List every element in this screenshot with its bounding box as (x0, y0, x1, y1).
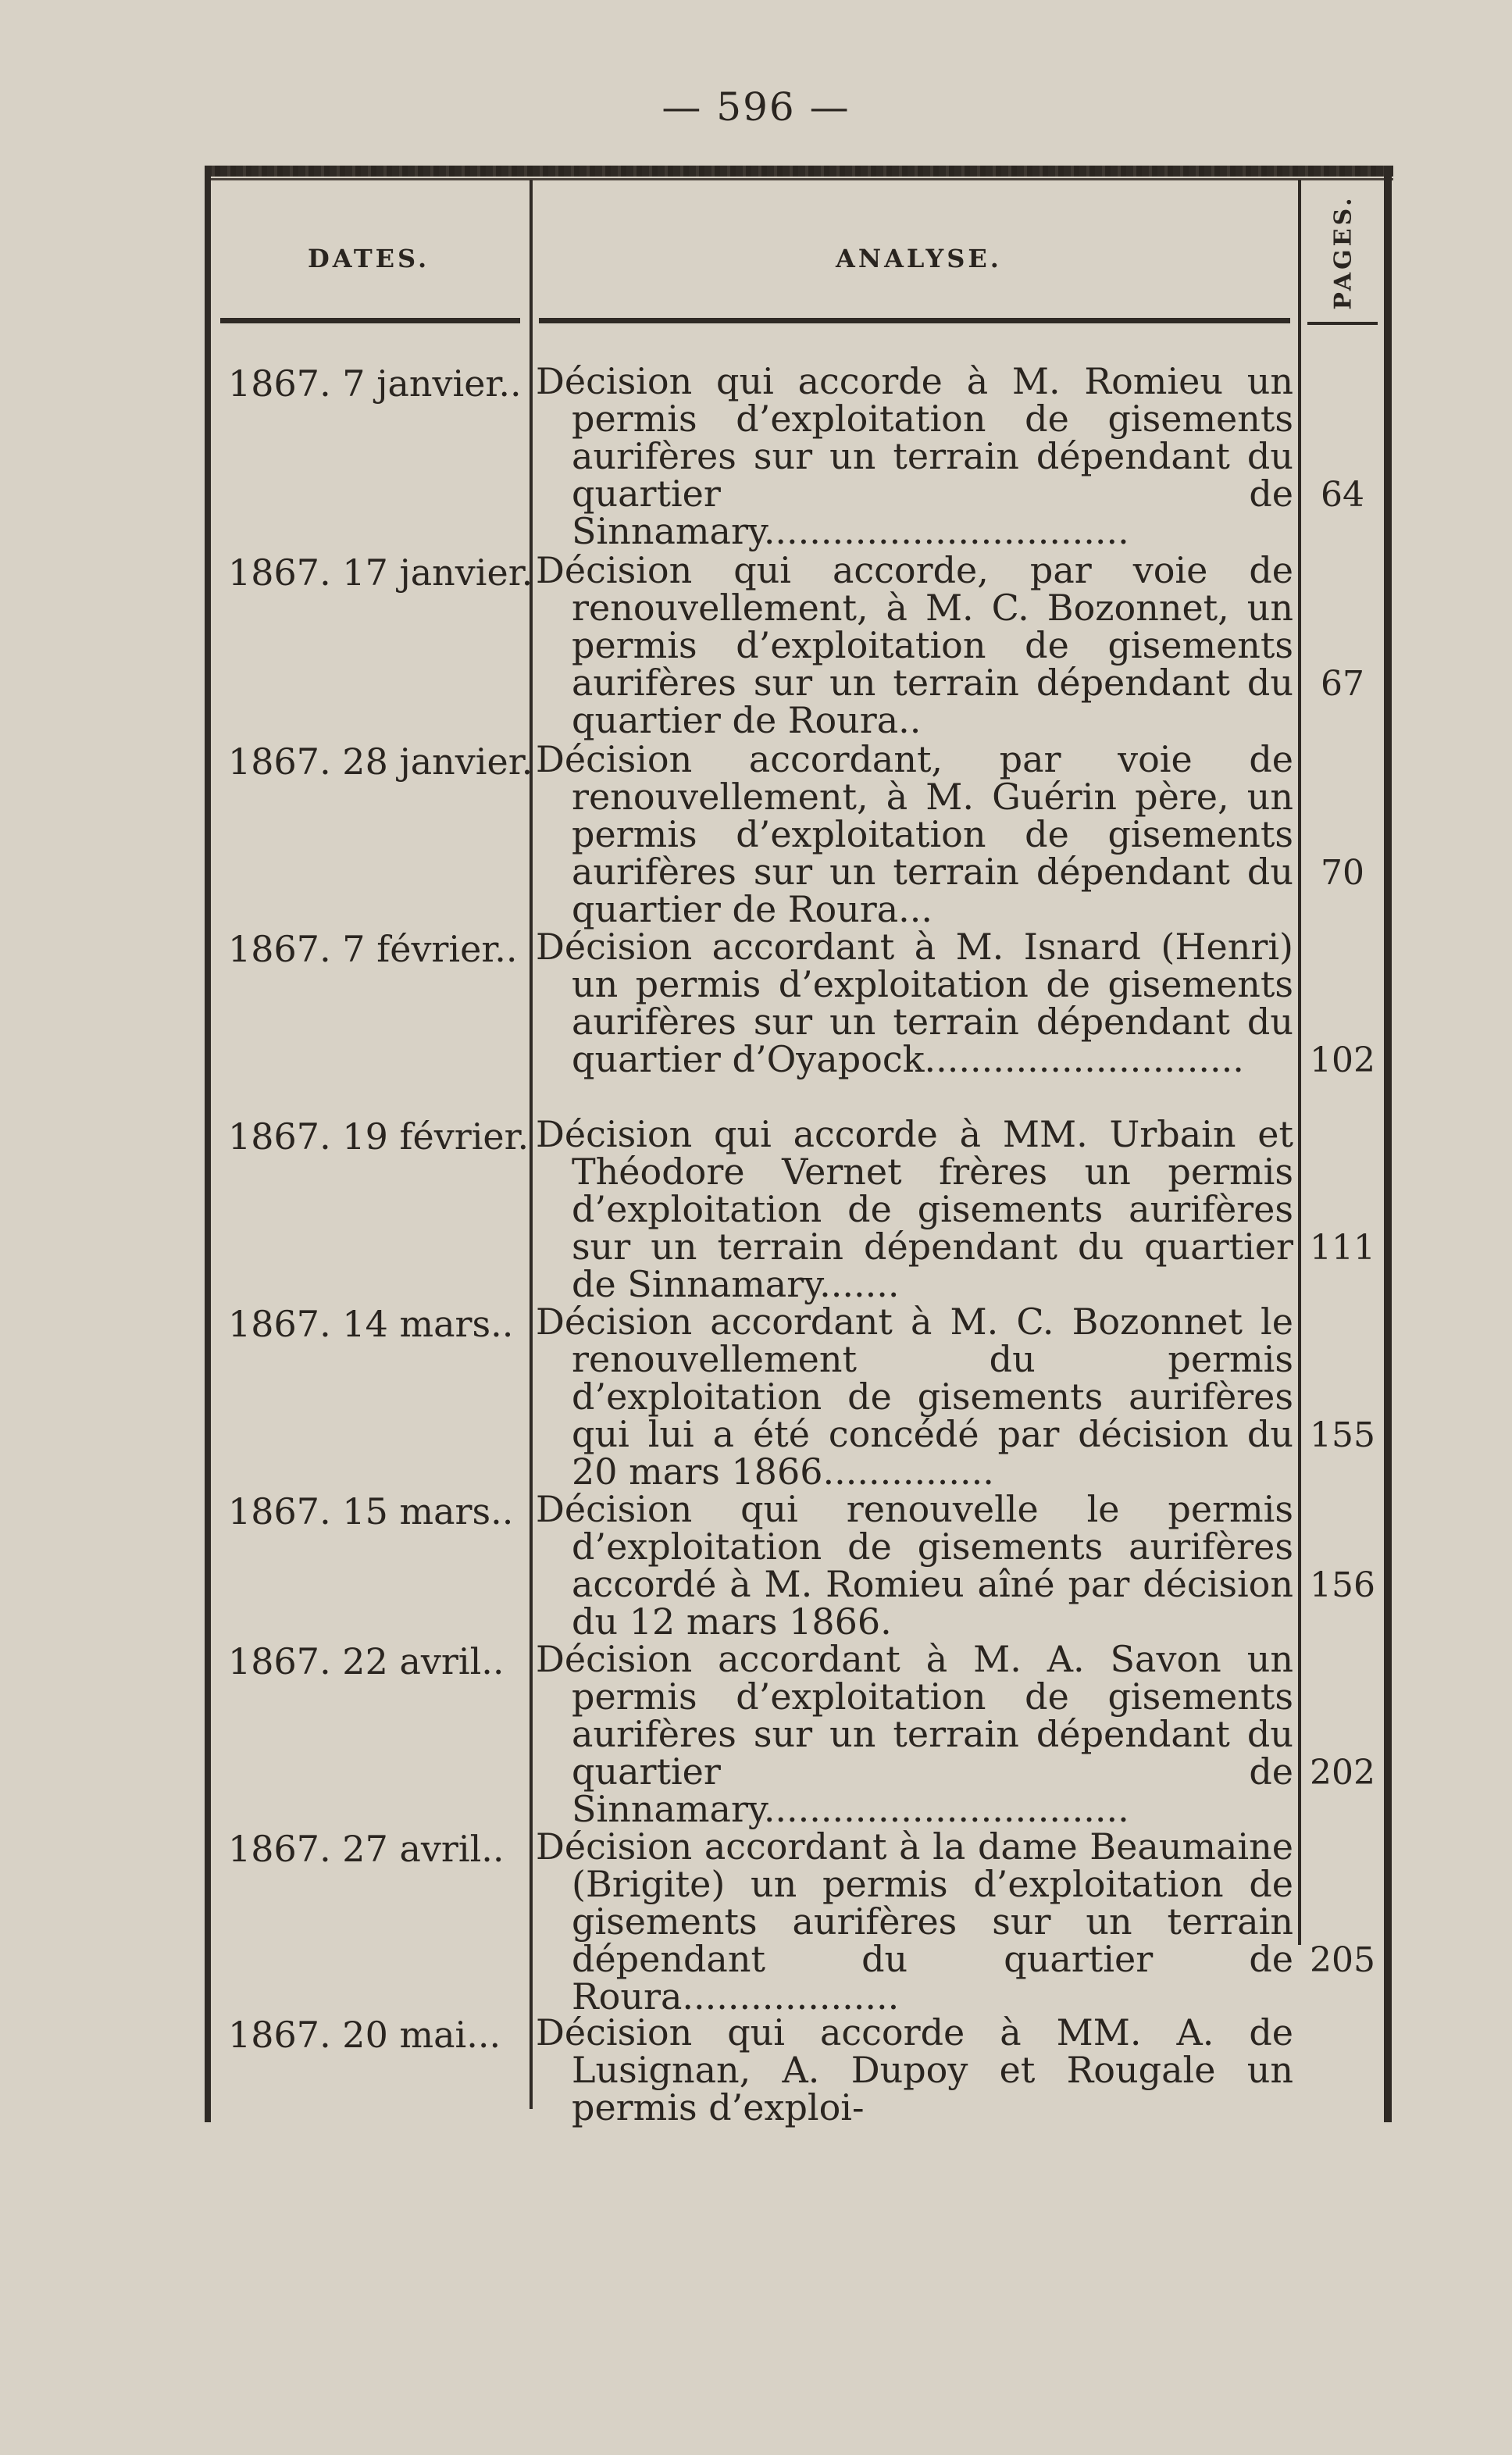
index-table (205, 166, 1393, 2128)
entry-analysis: Décision accordant à la dame Beaumaine (Brigite) un permis d’exploitation de gisements aurifères sur un terrain dépendant du quartier de Roura................... (536, 1825, 1293, 2018)
entry-analysis: Décision accordant à M. A. Savon un permis d’exploitation de gisements aurifères sur un terrain dépendant du quartier de Sinnamary................................ (536, 1638, 1293, 1830)
entry-analysis: Décision accordant à M. C. Bozonnet le renouvellement du permis d’exploitation de gisements aurifères qui lui a été concédé par décision du 20 mars 1866............... (536, 1301, 1293, 1493)
right-border (1384, 166, 1392, 2122)
top-rule-thin (205, 178, 1393, 180)
header-dates: DATES. (308, 244, 430, 273)
entry-analysis: Décision qui accorde, par voie de renouvellement, à M. C. Bozonnet, un permis d’exploitation de gisements aurifères sur un terrain dépendant du quartier de Roura.. (536, 549, 1293, 741)
entry-analysis: Décision accordant à M. Isnard (Henri) un permis d’exploitation de gisements aurifères sur un terrain dépendant du quartier d’Oyapock............................ (536, 926, 1293, 1080)
left-border (205, 166, 211, 2122)
entry-date: 1867. 20 mai... (228, 2014, 501, 2056)
header-rule-dates (220, 318, 520, 323)
entry-page: 155 (1310, 1415, 1375, 1455)
entry-date: 1867. 27 avril.. (228, 1828, 505, 1870)
entry-date: 1867. 22 avril.. (228, 1640, 505, 1682)
entry-date: 1867. 7 février.. (228, 928, 518, 970)
entry-date: 1867. 17 janvier. (228, 551, 533, 594)
header-analyse: ANALYSE. (836, 244, 1002, 273)
entry-page: 67 (1321, 664, 1364, 704)
entry-analysis: Décision qui accorde à M. Romieu un permis d’exploitation de gisements aurifères sur un terrain dépendant du quartier de Sinnamary................................ (536, 360, 1293, 552)
entry-analysis: Décision qui accorde à MM. A. de Lusignan, A. Dupoy et Rougale un permis d’exploi- (536, 2011, 1293, 2128)
entry-analysis: Décision qui renouvelle le permis d’exploitation de gisements aurifères accordé à M. Romieu aîné par décision du 12 mars 1866. (536, 1488, 1293, 1643)
header-rule-pages (1307, 322, 1378, 325)
entry-date: 1867. 28 janvier. (228, 740, 533, 783)
entry-date: 1867. 19 février. (228, 1115, 530, 1158)
entry-analysis: Décision qui accorde à MM. Urbain et Théodore Vernet frères un permis d’exploitation de gisements aurifères sur un terrain dépendant du quartier de Sinnamary....... (536, 1113, 1293, 1305)
column-divider-dates (530, 180, 533, 2109)
header-rule-analyse (539, 318, 1290, 323)
entry-date: 1867. 7 janvier.. (228, 362, 522, 405)
entry-analysis: Décision accordant, par voie de renouvellement, à M. Guérin père, un permis d’exploitation de gisements aurifères sur un terrain dépendant du quartier de Roura... (536, 738, 1293, 930)
entry-page: 102 (1310, 1040, 1375, 1080)
entry-date: 1867. 14 mars.. (228, 1303, 514, 1345)
entry-page: 205 (1310, 1940, 1375, 1980)
entry-page: 111 (1310, 1228, 1375, 1268)
page-number: — 596 — (662, 84, 850, 130)
entry-page: 202 (1310, 1753, 1375, 1793)
entry-date: 1867. 15 mars.. (228, 1490, 514, 1533)
top-rule (205, 166, 1393, 177)
entry-page: 64 (1321, 475, 1364, 515)
entry-page: 70 (1321, 853, 1364, 893)
header-pages: PAGES. (1329, 194, 1357, 310)
entry-page: 156 (1310, 1565, 1375, 1605)
